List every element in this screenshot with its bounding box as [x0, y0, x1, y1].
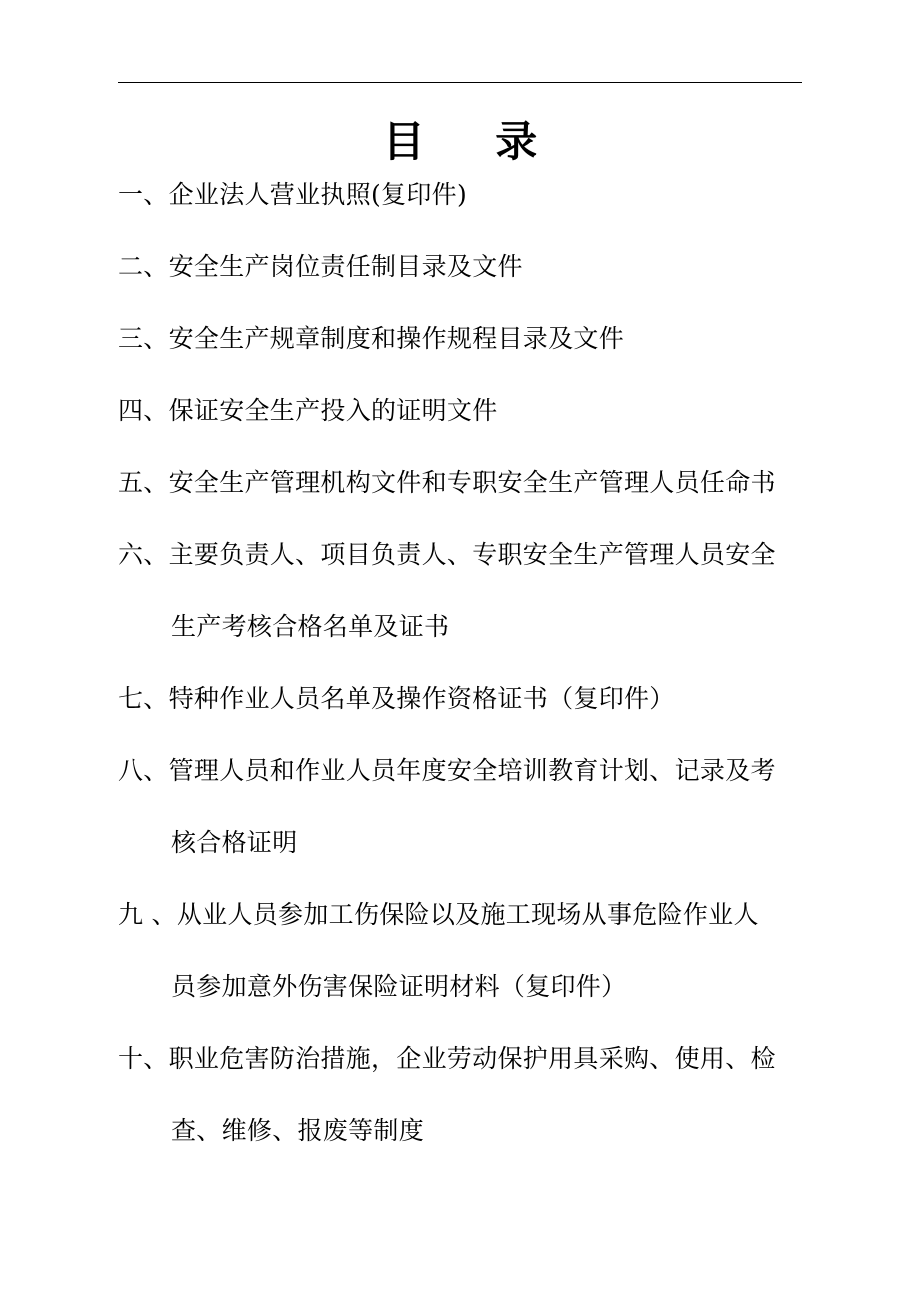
toc-entry-5: 五、安全生产管理机构文件和专职安全生产管理人员任命书 [118, 468, 776, 497]
toc-entry-3: 三、安全生产规章制度和操作规程目录及文件 [118, 324, 625, 353]
toc-entry-7: 七、特种作业人员名单及操作资格证书（复印件） [118, 684, 675, 713]
toc-entry-9-continuation: 员参加意外伤害保险证明材料（复印件） [171, 972, 627, 1001]
toc-entry-2: 二、安全生产岗位责任制目录及文件 [118, 252, 523, 281]
toc-entry-6-continuation: 生产考核合格名单及证书 [171, 612, 450, 641]
toc-entry-9: 九 、从业人员参加工伤保险以及施工现场从事危险作业人 [118, 900, 759, 929]
toc-entry-8: 八、管理人员和作业人员年度安全培训教育计划、记录及考 [118, 756, 776, 785]
toc-entry-1: 一、企业法人营业执照(复印件) [118, 180, 468, 209]
page-title: 目 录 [382, 117, 566, 166]
toc-entry-8-continuation: 核合格证明 [171, 828, 298, 857]
toc-entry-10: 十、职业危害防治措施，企业劳动保护用具采购、使用、检 [118, 1044, 776, 1073]
toc-entry-6: 六、主要负责人、项目负责人、专职安全生产管理人员安全 [118, 540, 776, 569]
toc-entry-10-continuation: 查、维修、报废等制度 [171, 1116, 425, 1145]
toc-entry-4: 四、保证安全生产投入的证明文件 [118, 396, 498, 425]
